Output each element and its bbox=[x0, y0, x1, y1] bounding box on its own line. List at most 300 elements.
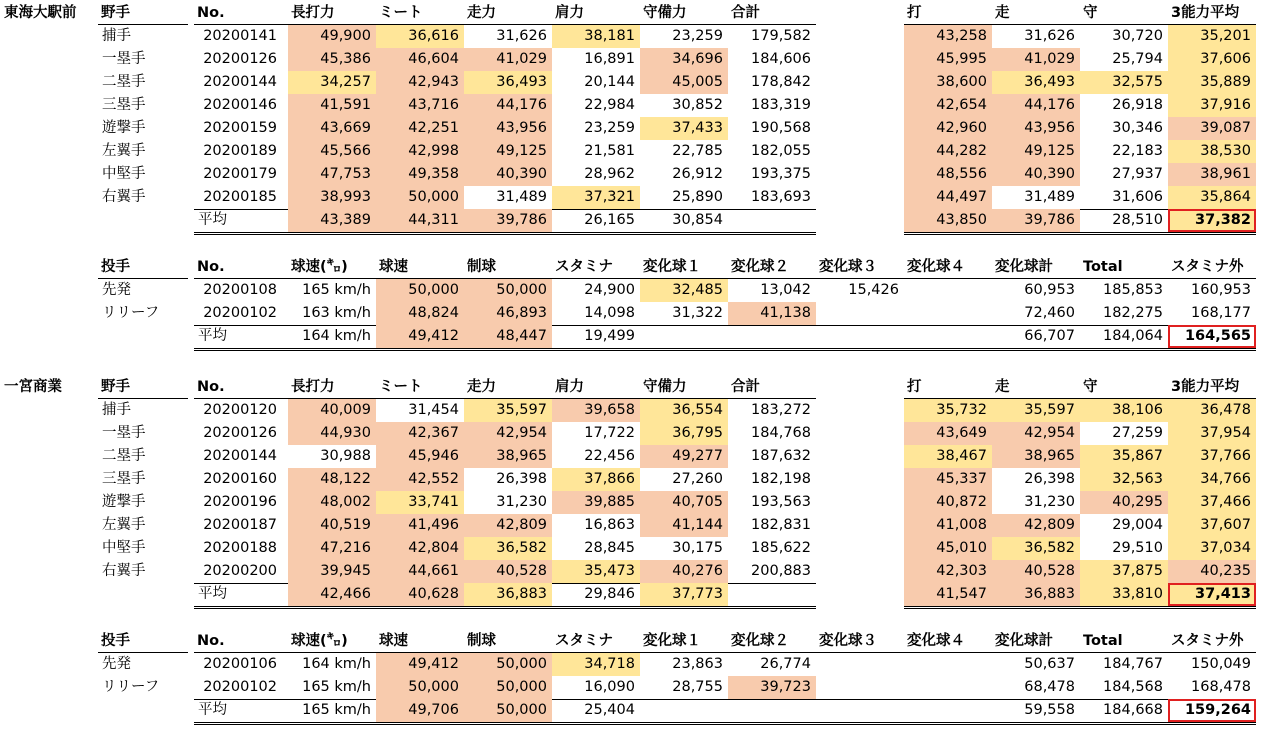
ability-cell[interactable]: 38,181 bbox=[552, 25, 640, 48]
summary-cell[interactable]: 37,466 bbox=[1168, 491, 1256, 514]
ability-cell[interactable]: 21,581 bbox=[584, 143, 635, 159]
average-cell[interactable]: 36,883 bbox=[464, 583, 552, 606]
ability-cell[interactable]: 44,930 bbox=[288, 422, 376, 445]
ability-cell[interactable]: 25,890 bbox=[672, 189, 723, 205]
ability-cell[interactable]: 33,741 bbox=[376, 491, 464, 514]
ability-cell[interactable]: 43,716 bbox=[376, 94, 464, 117]
summary-cell[interactable]: 44,497 bbox=[904, 186, 992, 209]
summary-cell[interactable]: 40,872 bbox=[904, 491, 992, 514]
summary-cell[interactable]: 42,303 bbox=[904, 560, 992, 583]
ability-cell[interactable]: 48,002 bbox=[288, 491, 376, 514]
player-no-cell[interactable]: 20200120 bbox=[203, 402, 277, 418]
average-cell[interactable]: 40,628 bbox=[376, 583, 464, 606]
average-cell[interactable]: 50,000 bbox=[464, 699, 552, 722]
pitch-value-cell[interactable] bbox=[904, 302, 992, 325]
pitcher-header[interactable]: 変化球１ bbox=[643, 633, 701, 649]
ability-cell[interactable]: 35,597 bbox=[464, 399, 552, 422]
summary-cell[interactable]: 37,875 bbox=[1080, 560, 1168, 583]
total-cell[interactable]: 185,853 bbox=[1103, 282, 1163, 298]
average-cell[interactable]: 42,466 bbox=[288, 583, 376, 606]
summary-cell[interactable]: 42,954 bbox=[992, 422, 1080, 445]
summary-cell[interactable]: 42,960 bbox=[904, 117, 992, 140]
total-cell[interactable]: 183,693 bbox=[751, 189, 811, 205]
summary-cell[interactable]: 36,493 bbox=[992, 71, 1080, 94]
pitcher-header[interactable]: 変化球２ bbox=[731, 633, 789, 649]
three-ability-average-highlight[interactable]: 37,413 bbox=[1168, 583, 1256, 606]
pitcher-header[interactable]: 変化球計 bbox=[995, 259, 1053, 275]
summary-cell[interactable]: 38,965 bbox=[992, 445, 1080, 468]
summary-header[interactable]: 守 bbox=[1083, 5, 1098, 21]
ability-cell[interactable]: 22,456 bbox=[584, 448, 635, 464]
pitcher-header[interactable]: 球速(㌔) bbox=[291, 259, 348, 275]
position-cell[interactable]: 中堅手 bbox=[102, 166, 146, 182]
summary-cell[interactable]: 37,766 bbox=[1168, 445, 1256, 468]
average-cell[interactable]: 25,404 bbox=[584, 702, 635, 718]
ability-cell[interactable]: 45,005 bbox=[640, 71, 728, 94]
summary-cell[interactable]: 44,282 bbox=[904, 140, 992, 163]
position-cell[interactable]: 二塁手 bbox=[102, 74, 146, 90]
summary-cell[interactable]: 45,010 bbox=[904, 537, 992, 560]
pitch-value-cell[interactable]: 15,426 bbox=[848, 282, 899, 298]
ability-cell[interactable]: 28,845 bbox=[584, 540, 635, 556]
summary-cell[interactable]: 38,600 bbox=[904, 71, 992, 94]
ability-cell[interactable]: 47,216 bbox=[288, 537, 376, 560]
ability-cell[interactable]: 37,866 bbox=[552, 468, 640, 491]
pitch-value-cell[interactable]: 28,755 bbox=[672, 679, 723, 695]
position-cell[interactable]: 右翼手 bbox=[102, 189, 146, 205]
breaking-total-cell[interactable]: 60,953 bbox=[1024, 282, 1075, 298]
total-cell[interactable]: 187,632 bbox=[751, 448, 811, 464]
pitcher-role-cell[interactable]: 先発 bbox=[102, 656, 131, 672]
player-no-cell[interactable]: 20200189 bbox=[203, 143, 277, 159]
summary-cell[interactable]: 45,995 bbox=[904, 48, 992, 71]
position-cell[interactable]: 三塁手 bbox=[102, 471, 146, 487]
pitcher-header[interactable]: スタミナ bbox=[555, 259, 613, 275]
summary-cell[interactable]: 41,029 bbox=[992, 48, 1080, 71]
ability-cell[interactable]: 36,795 bbox=[640, 422, 728, 445]
ability-cell[interactable]: 28,962 bbox=[584, 166, 635, 182]
summary-cell[interactable]: 25,794 bbox=[1112, 51, 1163, 67]
summary-header[interactable]: 打 bbox=[907, 379, 922, 395]
pitch-value-cell[interactable]: 13,042 bbox=[760, 282, 811, 298]
ability-cell[interactable]: 30,988 bbox=[320, 448, 371, 464]
ability-cell[interactable]: 31,489 bbox=[496, 189, 547, 205]
average-label[interactable]: 平均 bbox=[198, 328, 227, 344]
average-total-cell[interactable]: 184,064 bbox=[1103, 328, 1163, 344]
speed-kmh-cell[interactable]: 165 km/h bbox=[302, 282, 371, 298]
summary-cell[interactable]: 30,720 bbox=[1112, 28, 1163, 44]
ability-cell[interactable]: 37,433 bbox=[640, 117, 728, 140]
pitch-value-cell[interactable]: 50,000 bbox=[464, 279, 552, 302]
non-stamina-cell[interactable]: 150,049 bbox=[1191, 656, 1251, 672]
summary-cell[interactable]: 31,489 bbox=[1024, 189, 1075, 205]
summary-cell[interactable]: 42,654 bbox=[904, 94, 992, 117]
ability-cell[interactable]: 43,956 bbox=[464, 117, 552, 140]
ability-cell[interactable]: 43,669 bbox=[288, 117, 376, 140]
average-cell[interactable]: 44,311 bbox=[376, 209, 464, 232]
player-no-cell[interactable]: 20200179 bbox=[203, 166, 277, 182]
breaking-total-cell[interactable]: 50,637 bbox=[1024, 656, 1075, 672]
ability-cell[interactable]: 42,943 bbox=[376, 71, 464, 94]
total-cell[interactable]: 193,563 bbox=[751, 494, 811, 510]
summary-cell[interactable]: 34,766 bbox=[1168, 468, 1256, 491]
fielder-header[interactable]: 野手 bbox=[101, 5, 130, 21]
ability-cell[interactable]: 40,519 bbox=[288, 514, 376, 537]
summary-cell[interactable]: 48,556 bbox=[904, 163, 992, 186]
ability-cell[interactable]: 39,658 bbox=[552, 399, 640, 422]
average-cell[interactable]: 30,854 bbox=[672, 212, 723, 228]
average-breaking-total-cell[interactable]: 66,707 bbox=[1024, 328, 1075, 344]
average-cell[interactable]: 39,786 bbox=[464, 209, 552, 232]
position-cell[interactable]: 中堅手 bbox=[102, 540, 146, 556]
summary-cell[interactable]: 22,183 bbox=[1112, 143, 1163, 159]
summary-cell[interactable]: 37,954 bbox=[1168, 422, 1256, 445]
position-cell[interactable]: 捕手 bbox=[102, 28, 131, 44]
pitcher-header[interactable]: Total bbox=[1083, 633, 1123, 649]
ability-cell[interactable]: 41,496 bbox=[376, 514, 464, 537]
player-no-cell[interactable]: 20200126 bbox=[203, 51, 277, 67]
total-cell[interactable]: 178,842 bbox=[751, 74, 811, 90]
ability-cell[interactable]: 31,626 bbox=[496, 28, 547, 44]
ability-cell[interactable]: 41,029 bbox=[464, 48, 552, 71]
ability-cell[interactable]: 42,367 bbox=[376, 422, 464, 445]
non-stamina-cell[interactable]: 160,953 bbox=[1191, 282, 1251, 298]
ability-cell[interactable]: 16,863 bbox=[584, 517, 635, 533]
non-stamina-average-highlight[interactable]: 164,565 bbox=[1168, 325, 1256, 348]
ability-cell[interactable]: 47,753 bbox=[288, 163, 376, 186]
position-cell[interactable]: 右翼手 bbox=[102, 563, 146, 579]
fielder-header[interactable]: 合計 bbox=[731, 379, 760, 395]
position-cell[interactable]: 遊撃手 bbox=[102, 120, 146, 136]
ability-cell[interactable]: 35,473 bbox=[552, 560, 640, 583]
pitcher-role-cell[interactable]: リリーフ bbox=[102, 305, 160, 321]
pitcher-header[interactable]: 球速 bbox=[379, 259, 408, 275]
total-cell[interactable]: 184,767 bbox=[1103, 656, 1163, 672]
average-summary-cell[interactable]: 36,883 bbox=[992, 583, 1080, 606]
summary-cell[interactable]: 44,176 bbox=[992, 94, 1080, 117]
summary-cell[interactable]: 37,034 bbox=[1168, 537, 1256, 560]
total-cell[interactable]: 190,568 bbox=[751, 120, 811, 136]
pitch-value-cell[interactable]: 31,322 bbox=[672, 305, 723, 321]
summary-cell[interactable]: 29,510 bbox=[1112, 540, 1163, 556]
pitch-value-cell[interactable]: 50,000 bbox=[464, 676, 552, 699]
summary-cell[interactable]: 35,732 bbox=[904, 399, 992, 422]
ability-cell[interactable]: 45,566 bbox=[288, 140, 376, 163]
summary-cell[interactable]: 39,087 bbox=[1168, 117, 1256, 140]
average-speed-cell[interactable]: 165 km/h bbox=[302, 702, 371, 718]
summary-header[interactable]: 打 bbox=[907, 5, 922, 21]
pitch-value-cell[interactable]: 50,000 bbox=[464, 653, 552, 676]
pitcher-header[interactable]: スタミナ外 bbox=[1171, 633, 1244, 649]
ability-cell[interactable]: 42,251 bbox=[376, 117, 464, 140]
pitch-value-cell[interactable]: 50,000 bbox=[376, 676, 464, 699]
pitch-value-cell[interactable]: 34,718 bbox=[552, 653, 640, 676]
average-cell[interactable]: 37,773 bbox=[640, 583, 728, 606]
fielder-header[interactable]: 肩力 bbox=[555, 379, 584, 395]
ability-cell[interactable]: 17,722 bbox=[584, 425, 635, 441]
ability-cell[interactable]: 41,144 bbox=[640, 514, 728, 537]
summary-header[interactable]: 走 bbox=[995, 5, 1010, 21]
ability-cell[interactable]: 34,257 bbox=[288, 71, 376, 94]
fielder-header[interactable]: No. bbox=[197, 379, 225, 395]
summary-cell[interactable]: 31,230 bbox=[1024, 494, 1075, 510]
summary-cell[interactable]: 38,530 bbox=[1168, 140, 1256, 163]
non-stamina-cell[interactable]: 168,478 bbox=[1191, 679, 1251, 695]
ability-cell[interactable]: 45,946 bbox=[376, 445, 464, 468]
summary-cell[interactable]: 41,008 bbox=[904, 514, 992, 537]
pitch-value-cell[interactable]: 50,000 bbox=[376, 279, 464, 302]
summary-cell[interactable]: 26,918 bbox=[1112, 97, 1163, 113]
ability-cell[interactable]: 20,144 bbox=[584, 74, 635, 90]
pitch-value-cell[interactable]: 26,774 bbox=[760, 656, 811, 672]
ability-cell[interactable]: 27,260 bbox=[672, 471, 723, 487]
pitch-value-cell[interactable] bbox=[904, 653, 992, 676]
player-no-cell[interactable]: 20200160 bbox=[203, 471, 277, 487]
pitch-value-cell[interactable] bbox=[816, 302, 904, 325]
summary-cell[interactable]: 43,258 bbox=[904, 25, 992, 48]
fielder-header[interactable]: 守備力 bbox=[643, 379, 687, 395]
total-cell[interactable]: 179,582 bbox=[751, 28, 811, 44]
pitcher-header[interactable]: 変化球４ bbox=[907, 259, 965, 275]
ability-cell[interactable]: 23,259 bbox=[584, 120, 635, 136]
pitcher-header[interactable]: 球速 bbox=[379, 633, 408, 649]
pitcher-header[interactable]: 変化球３ bbox=[819, 633, 877, 649]
total-cell[interactable]: 182,055 bbox=[751, 143, 811, 159]
fielder-header[interactable]: ミート bbox=[379, 379, 423, 395]
summary-cell[interactable]: 30,346 bbox=[1112, 120, 1163, 136]
fielder-header[interactable]: ミート bbox=[379, 5, 423, 21]
total-cell[interactable]: 185,622 bbox=[751, 540, 811, 556]
ability-cell[interactable]: 26,398 bbox=[496, 471, 547, 487]
player-no-cell[interactable]: 20200108 bbox=[203, 282, 277, 298]
average-cell[interactable]: 19,499 bbox=[584, 328, 635, 344]
position-cell[interactable]: 捕手 bbox=[102, 402, 131, 418]
ability-cell[interactable]: 44,176 bbox=[464, 94, 552, 117]
average-total-cell[interactable]: 184,668 bbox=[1103, 702, 1163, 718]
summary-header[interactable]: 守 bbox=[1083, 379, 1098, 395]
summary-cell[interactable]: 40,235 bbox=[1168, 560, 1256, 583]
summary-cell[interactable]: 43,956 bbox=[992, 117, 1080, 140]
summary-cell[interactable]: 32,575 bbox=[1080, 71, 1168, 94]
average-label[interactable]: 平均 bbox=[198, 702, 227, 718]
position-cell[interactable]: 左翼手 bbox=[102, 143, 146, 159]
ability-cell[interactable]: 41,591 bbox=[288, 94, 376, 117]
pitcher-header[interactable]: 変化球４ bbox=[907, 633, 965, 649]
pitcher-header[interactable]: スタミナ外 bbox=[1171, 259, 1244, 275]
pitcher-header[interactable]: 球速(㌔) bbox=[291, 633, 348, 649]
ability-cell[interactable]: 45,386 bbox=[288, 48, 376, 71]
position-cell[interactable]: 一塁手 bbox=[102, 51, 146, 67]
ability-cell[interactable]: 50,000 bbox=[376, 186, 464, 209]
average-breaking-total-cell[interactable]: 59,558 bbox=[1024, 702, 1075, 718]
ability-cell[interactable]: 40,528 bbox=[464, 560, 552, 583]
breaking-total-cell[interactable]: 72,460 bbox=[1024, 305, 1075, 321]
total-cell[interactable]: 200,883 bbox=[751, 563, 811, 579]
ability-cell[interactable]: 49,358 bbox=[376, 163, 464, 186]
summary-cell[interactable]: 40,295 bbox=[1080, 491, 1168, 514]
summary-cell[interactable]: 32,563 bbox=[1080, 468, 1168, 491]
fielder-header[interactable]: 合計 bbox=[731, 5, 760, 21]
ability-cell[interactable]: 40,390 bbox=[464, 163, 552, 186]
ability-cell[interactable]: 40,276 bbox=[640, 560, 728, 583]
summary-cell[interactable]: 29,004 bbox=[1112, 517, 1163, 533]
total-cell[interactable]: 183,319 bbox=[751, 97, 811, 113]
average-summary-cell[interactable]: 41,547 bbox=[904, 583, 992, 606]
fielder-header[interactable]: 肩力 bbox=[555, 5, 584, 21]
player-no-cell[interactable]: 20200187 bbox=[203, 517, 277, 533]
summary-cell[interactable]: 40,528 bbox=[992, 560, 1080, 583]
ability-cell[interactable]: 31,454 bbox=[408, 402, 459, 418]
ability-cell[interactable]: 49,900 bbox=[288, 25, 376, 48]
pitch-value-cell[interactable] bbox=[904, 279, 992, 302]
speed-kmh-cell[interactable]: 164 km/h bbox=[302, 656, 371, 672]
summary-cell[interactable]: 45,337 bbox=[904, 468, 992, 491]
player-no-cell[interactable]: 20200141 bbox=[203, 28, 277, 44]
ability-cell[interactable]: 22,785 bbox=[672, 143, 723, 159]
ability-cell[interactable]: 36,554 bbox=[640, 399, 728, 422]
pitch-value-cell[interactable]: 41,138 bbox=[728, 302, 816, 325]
average-cell[interactable]: 26,165 bbox=[584, 212, 635, 228]
ability-cell[interactable]: 16,891 bbox=[584, 51, 635, 67]
speed-kmh-cell[interactable]: 163 km/h bbox=[302, 305, 371, 321]
ability-cell[interactable]: 36,493 bbox=[464, 71, 552, 94]
non-stamina-average-highlight[interactable]: 159,264 bbox=[1168, 699, 1256, 722]
pitch-value-cell[interactable]: 23,863 bbox=[672, 656, 723, 672]
summary-cell[interactable]: 38,467 bbox=[904, 445, 992, 468]
ability-cell[interactable]: 42,804 bbox=[376, 537, 464, 560]
summary-cell[interactable]: 43,649 bbox=[904, 422, 992, 445]
pitcher-header[interactable]: スタミナ bbox=[555, 633, 613, 649]
average-label[interactable]: 平均 bbox=[198, 586, 227, 602]
ability-cell[interactable]: 42,954 bbox=[464, 422, 552, 445]
total-cell[interactable]: 182,275 bbox=[1103, 305, 1163, 321]
position-cell[interactable]: 左翼手 bbox=[102, 517, 146, 533]
position-cell[interactable]: 一塁手 bbox=[102, 425, 146, 441]
pitcher-header[interactable]: 変化球２ bbox=[731, 259, 789, 275]
average-speed-cell[interactable]: 164 km/h bbox=[302, 328, 371, 344]
ability-cell[interactable]: 26,912 bbox=[672, 166, 723, 182]
summary-cell[interactable]: 36,582 bbox=[992, 537, 1080, 560]
average-cell[interactable]: 49,706 bbox=[376, 699, 464, 722]
ability-cell[interactable]: 23,259 bbox=[672, 28, 723, 44]
average-cell[interactable]: 29,846 bbox=[584, 586, 635, 602]
pitcher-role-cell[interactable]: 先発 bbox=[102, 282, 131, 298]
summary-cell[interactable]: 31,606 bbox=[1112, 189, 1163, 205]
ability-cell[interactable]: 42,998 bbox=[376, 140, 464, 163]
pitcher-header[interactable]: 変化球計 bbox=[995, 633, 1053, 649]
ability-cell[interactable]: 30,852 bbox=[672, 97, 723, 113]
average-summary-cell[interactable]: 43,850 bbox=[904, 209, 992, 232]
fielder-header[interactable]: 走力 bbox=[467, 5, 496, 21]
position-cell[interactable]: 二塁手 bbox=[102, 448, 146, 464]
ability-cell[interactable]: 49,125 bbox=[464, 140, 552, 163]
player-no-cell[interactable]: 20200200 bbox=[203, 563, 277, 579]
pitch-value-cell[interactable]: 48,824 bbox=[376, 302, 464, 325]
fielder-header[interactable]: 長打力 bbox=[291, 5, 335, 21]
ability-cell[interactable]: 48,122 bbox=[288, 468, 376, 491]
summary-header[interactable]: 3能力平均 bbox=[1171, 379, 1240, 395]
ability-cell[interactable]: 49,277 bbox=[640, 445, 728, 468]
breaking-total-cell[interactable]: 68,478 bbox=[1024, 679, 1075, 695]
ability-cell[interactable]: 36,616 bbox=[376, 25, 464, 48]
ability-cell[interactable]: 44,661 bbox=[376, 560, 464, 583]
player-no-cell[interactable]: 20200196 bbox=[203, 494, 277, 510]
ability-cell[interactable]: 40,705 bbox=[640, 491, 728, 514]
player-no-cell[interactable]: 20200144 bbox=[203, 74, 277, 90]
summary-cell[interactable]: 35,889 bbox=[1168, 71, 1256, 94]
summary-cell[interactable]: 37,607 bbox=[1168, 514, 1256, 537]
average-label[interactable]: 平均 bbox=[198, 212, 227, 228]
total-cell[interactable]: 183,272 bbox=[751, 402, 811, 418]
average-cell[interactable]: 43,389 bbox=[288, 209, 376, 232]
summary-cell[interactable]: 31,626 bbox=[1024, 28, 1075, 44]
player-no-cell[interactable]: 20200144 bbox=[203, 448, 277, 464]
pitcher-header[interactable]: Total bbox=[1083, 259, 1123, 275]
pitch-value-cell[interactable]: 32,485 bbox=[640, 279, 728, 302]
speed-kmh-cell[interactable]: 165 km/h bbox=[302, 679, 371, 695]
summary-cell[interactable]: 49,125 bbox=[992, 140, 1080, 163]
summary-cell[interactable]: 40,390 bbox=[992, 163, 1080, 186]
total-cell[interactable]: 184,768 bbox=[751, 425, 811, 441]
total-cell[interactable]: 182,198 bbox=[751, 471, 811, 487]
pitch-value-cell[interactable]: 49,412 bbox=[376, 653, 464, 676]
summary-header[interactable]: 3能力平均 bbox=[1171, 5, 1240, 21]
pitcher-header[interactable]: 変化球３ bbox=[819, 259, 877, 275]
pitch-value-cell[interactable] bbox=[816, 653, 904, 676]
pitch-value-cell[interactable] bbox=[816, 676, 904, 699]
summary-cell[interactable]: 37,916 bbox=[1168, 94, 1256, 117]
player-no-cell[interactable]: 20200159 bbox=[203, 120, 277, 136]
summary-cell[interactable]: 36,478 bbox=[1168, 399, 1256, 422]
summary-cell[interactable]: 26,398 bbox=[1024, 471, 1075, 487]
ability-cell[interactable]: 31,230 bbox=[496, 494, 547, 510]
summary-cell[interactable]: 38,961 bbox=[1168, 163, 1256, 186]
pitcher-header[interactable]: 制球 bbox=[467, 633, 496, 649]
summary-cell[interactable]: 35,864 bbox=[1168, 186, 1256, 209]
summary-header[interactable]: 走 bbox=[995, 379, 1010, 395]
summary-cell[interactable]: 27,937 bbox=[1112, 166, 1163, 182]
three-ability-average-highlight[interactable]: 37,382 bbox=[1168, 209, 1256, 232]
pitcher-header[interactable]: No. bbox=[197, 633, 225, 649]
total-cell[interactable]: 182,831 bbox=[751, 517, 811, 533]
ability-cell[interactable]: 38,993 bbox=[288, 186, 376, 209]
fielder-header[interactable]: 野手 bbox=[101, 379, 130, 395]
player-no-cell[interactable]: 20200126 bbox=[203, 425, 277, 441]
summary-cell[interactable]: 35,597 bbox=[992, 399, 1080, 422]
summary-cell[interactable]: 27,259 bbox=[1112, 425, 1163, 441]
average-summary-cell[interactable]: 39,786 bbox=[992, 209, 1080, 232]
player-no-cell[interactable]: 20200188 bbox=[203, 540, 277, 556]
pitcher-header[interactable]: 投手 bbox=[101, 633, 130, 649]
summary-cell[interactable]: 35,867 bbox=[1080, 445, 1168, 468]
average-cell[interactable]: 49,412 bbox=[376, 325, 464, 348]
ability-cell[interactable]: 30,175 bbox=[672, 540, 723, 556]
ability-cell[interactable]: 38,965 bbox=[464, 445, 552, 468]
pitch-value-cell[interactable]: 16,090 bbox=[584, 679, 635, 695]
fielder-header[interactable]: 守備力 bbox=[643, 5, 687, 21]
ability-cell[interactable]: 40,009 bbox=[288, 399, 376, 422]
summary-cell[interactable]: 35,201 bbox=[1168, 25, 1256, 48]
summary-cell[interactable]: 37,606 bbox=[1168, 48, 1256, 71]
ability-cell[interactable]: 37,321 bbox=[552, 186, 640, 209]
ability-cell[interactable]: 22,984 bbox=[584, 97, 635, 113]
pitcher-header[interactable]: No. bbox=[197, 259, 225, 275]
player-no-cell[interactable]: 20200106 bbox=[203, 656, 277, 672]
average-summary-cell[interactable]: 33,810 bbox=[1080, 583, 1168, 606]
average-summary-cell[interactable]: 28,510 bbox=[1112, 212, 1163, 228]
ability-cell[interactable]: 42,809 bbox=[464, 514, 552, 537]
pitcher-role-cell[interactable]: リリーフ bbox=[102, 679, 160, 695]
